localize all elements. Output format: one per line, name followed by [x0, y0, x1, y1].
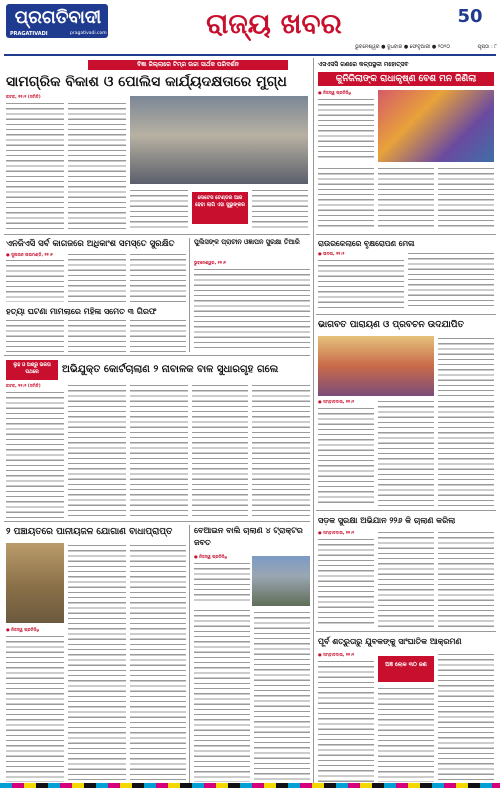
- water-story-photo: [6, 543, 64, 623]
- divider-right-2: [316, 314, 496, 315]
- right-kicker: ଏସଏସସି ଗଣରେ କଳ୍ପସ୍ଥଳୀ ମହୋତ୍ସବ: [318, 61, 409, 68]
- top-story-callout-text: ନୋଟେସ ଟେଣ୍ଡର ଆଜ ହେବା ଲାଗି ଏହା ସୁଭୁଙ୍କର: [195, 195, 245, 208]
- top-story-dateline: କଟକ, ୧୧।୨ (ସମିତି): [6, 94, 41, 99]
- divider-right-3: [316, 510, 496, 511]
- divider-sand: [189, 525, 190, 783]
- mid-story-body-col5: [252, 383, 310, 518]
- water-story-body-col1: [6, 634, 64, 782]
- sand-story-headline: ବେଆଇନ ବାଲି ଚାଲାଣ ୪ ଟ୍ରାକ୍ଟର ଜବତ: [194, 526, 303, 547]
- divider-mid-left: [4, 355, 310, 356]
- top-story-kicker: ବିଜ୍ଞା ଜିଲ୍ଲାରେ ଟିମ୍‌ର ଉଚ୍ଚା ସାର୍ଥକ ପରିଦର୍ଶନ: [88, 60, 288, 70]
- anniversary-logo: [448, 2, 492, 32]
- mid-story-body-col4: [192, 383, 248, 518]
- sand-story-photo: [252, 556, 310, 606]
- divider-right-4: [316, 631, 496, 632]
- bhagabat-body-col4: [438, 399, 494, 506]
- top-story-photo: [130, 96, 308, 184]
- bottom-right-body-col3: [438, 652, 494, 782]
- right-body-col3: [378, 166, 434, 230]
- center-brief-dateline: ଭୁବନେଶ୍ୱର, ୧୧।୨: [194, 260, 226, 265]
- center-brief-body: [194, 267, 310, 352]
- women-story-body-col4: [6, 318, 64, 352]
- mid-story-body-col2: [68, 383, 126, 518]
- women-story-body-col2: [68, 252, 126, 302]
- women-story-body-col1: [6, 258, 64, 302]
- women-story-body-col3: [130, 252, 186, 302]
- divider-bottom-left: [4, 521, 310, 522]
- divider-center-brief: [189, 238, 190, 352]
- masthead: [0, 0, 500, 56]
- page-number: ପୃଷ୍ଠା : ୮: [477, 44, 497, 50]
- sand-story-body-col1: [194, 561, 250, 601]
- water-story-body-col3: [130, 543, 186, 782]
- bhagabat-photo: [318, 336, 434, 396]
- divider-right-column: [313, 58, 314, 783]
- sand-story-dateline: ● ନିଜସ୍ୱ ପ୍ରତିନିଧି: [194, 554, 228, 559]
- right-body-col1: [318, 97, 374, 161]
- bottom-right-badge: [378, 656, 434, 682]
- top-story-callout: [192, 192, 248, 224]
- top-story-body-col4: [252, 188, 308, 231]
- right-brief1-body-col2: [408, 251, 494, 310]
- safety-dateline: ● ସମ୍ବାଦଦାତା, ୧୧।୨: [318, 530, 355, 535]
- mid-story-kicker-text: ଲୁହ ଓ ଅଶ୍ରୁ ଭକତା ପଥରେ: [13, 363, 51, 375]
- masthead-divider: [4, 54, 496, 56]
- safety-body-col2: [378, 530, 434, 627]
- section-title: ରାଜ୍ୟ ଖବର: [206, 7, 342, 40]
- right-headline: କୁନିଜିଲାଙ୍କ ରାଧାକୃଷ୍ଣ ବେଶ ମନ ଜିଣିଲା: [318, 72, 494, 86]
- right-brief1-body-col1: [318, 258, 404, 310]
- brand-logo-sub: PRAGATIVADI: [10, 31, 48, 37]
- bhagabat-headline: ଭାଗବତ ପାରାୟଣ ଓ ପ୍ରବଚନ ଉଦଯାପିତ: [318, 320, 464, 330]
- bottom-right-dateline: ● ସମ୍ବାଦଦାତା, ୧୧।୨: [318, 652, 355, 657]
- water-story-body-col2: [68, 543, 126, 782]
- women-story-body-col6: [130, 318, 186, 352]
- divider-top-left: [4, 234, 310, 235]
- bhagabat-body-col1: [438, 336, 494, 396]
- right-dateline: ● ନିଜସ୍ୱ ପ୍ରତିନିଧି: [318, 90, 352, 95]
- divider-right-1: [316, 234, 496, 235]
- right-photo-dance: [378, 90, 494, 162]
- bottom-right-badge-text: ଅଜ୍ଞ ଲୋକ ୩୦ ଜଣ: [385, 662, 427, 668]
- safety-body-col1: [318, 537, 374, 627]
- right-body-col4: [438, 166, 494, 230]
- women-story-headline: ଏନଜିଏସି ସର୍ବ କାଗଜରେ ଅଧିକାଂଶ ସମସ୍ତେ ସୁରକ୍ଷିତ: [6, 239, 175, 249]
- top-story-body-col2: [68, 101, 126, 231]
- mid-story-headline: ଅଭିଯୁକ୍ତ କୋର୍ଟଚାଲାଣ ୨ ନାବାଳକ ବାଳ ସୁଧାରଗୃହ ଗଲେ: [62, 364, 279, 375]
- center-brief-headline: ପୁଲିସଙ୍କ ପ୍ରାଚୀନ ଓଜ୍ଞାପନ ସୁରକ୍ଷା ତିଆରି: [194, 238, 300, 246]
- bottom-right-body-col2: [378, 686, 434, 782]
- women-story-subhead: ହତ୍ୟା ଘଟଣା ମାମଲାରେ ମହିଳା ସମେତ ୩ ଗିରଫ: [6, 307, 157, 316]
- sand-story-body-col2: [194, 608, 250, 782]
- bottom-right-body-col1: [318, 659, 374, 782]
- bhagabat-body-col3: [378, 399, 434, 506]
- brand-website: pragativadi.com: [70, 31, 107, 36]
- top-story-headline: ସାମଗ୍ରିକ ବିକାଶ ଓ ପୋଲିସ କାର୍ଯ୍ୟଦକ୍ଷତାରେ ମୁଗ୍ଧ: [6, 74, 287, 90]
- date-line: ଭୁବନେଶ୍ୱର ● ବୁଧବାର ● ଫେବୃଆରୀ ● ୨୦୨୦: [355, 44, 450, 50]
- safety-headline: ସଡ଼କ ସୁରକ୍ଷା ଅଭିଯାନ ୨୨୬ କି ଚାଲାଣ କରିଲା: [318, 516, 456, 525]
- mid-story-kicker: [6, 360, 58, 380]
- printer-color-bar: [0, 783, 500, 788]
- top-story-body-col1: [6, 101, 64, 231]
- women-story-body-col5: [68, 318, 126, 352]
- bottom-right-headline: ପୂର୍ବ ଶତ୍ରୁତାରୁ ଯୁବକଙ୍କୁ ସାଂଘାତିକ ଆକ୍ରମଣ: [318, 637, 462, 646]
- water-story-headline: ୨ ପଞ୍ଚାୟତରେ ପାନୀୟଜଳ ଯୋଗାଣ ବାଧାପ୍ରାପ୍ତ: [6, 527, 173, 537]
- bhagabat-dateline: ● ସମ୍ବାଦଦାତା, ୧୧।୨: [318, 399, 355, 404]
- top-story-body-col3: [130, 188, 188, 231]
- water-story-dateline: ● ନିଜସ୍ୱ ପ୍ରତିନିଧି: [6, 627, 40, 632]
- anniversary-number: 50: [457, 6, 483, 27]
- mid-story-body-col3: [130, 383, 188, 518]
- women-story-dateline: ● ସୁଲତାନ ତାଳାମଣ୍ଡି, ୧୧।୨: [6, 252, 53, 257]
- sand-story-body-col3: [254, 610, 310, 782]
- right-brief1-headline: ରାଉରକେଲାରେ ବୃକ୍ଷରୋପଣ ମେଳା: [318, 239, 415, 248]
- bhagabat-body-col2: [318, 406, 374, 506]
- brand-logo-text: ପ୍ରଗତିବାଦୀ: [14, 7, 102, 28]
- right-brief1-dateline: ● ଉଦଳା, ୧୧।୨: [318, 251, 345, 256]
- mid-story-dateline: କଟକ, ୧୧।୨ (ସମିତି): [6, 383, 41, 388]
- mid-story-body-col1: [6, 390, 64, 518]
- safety-body-col3: [438, 530, 494, 627]
- right-body-col2: [318, 166, 374, 230]
